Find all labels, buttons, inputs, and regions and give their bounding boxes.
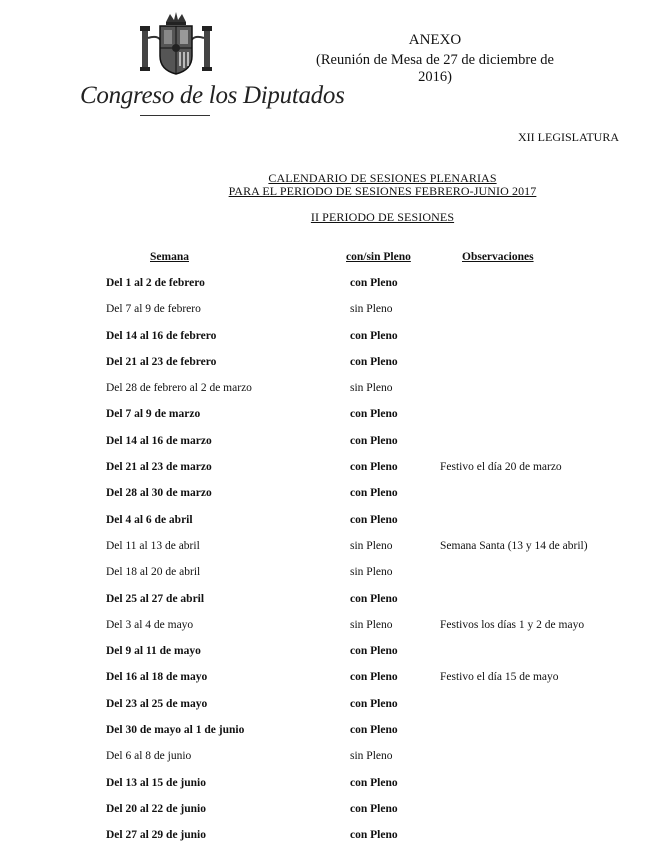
week-cell: Del 23 al 25 de mayo — [106, 697, 208, 710]
table-row — [0, 408, 669, 434]
pleno-cell: sin Pleno — [350, 750, 393, 763]
pleno-cell: con Pleno — [350, 434, 398, 447]
week-cell: Del 18 al 20 de abril — [106, 566, 201, 579]
week-cell: Del 11 al 13 de abril — [106, 539, 200, 552]
week-cell: Del 14 al 16 de febrero — [106, 329, 217, 342]
week-cell: Del 20 al 22 de junio — [106, 802, 206, 815]
legislature-label: XII LEGISLATURA — [518, 130, 619, 144]
table-row — [0, 777, 669, 803]
table-row — [0, 803, 669, 829]
table-row — [0, 645, 669, 671]
pleno-cell: con Pleno — [350, 513, 398, 526]
week-cell: Del 13 al 15 de junio — [106, 776, 206, 789]
week-cell: Del 28 de febrero al 2 de marzo — [106, 382, 252, 395]
pleno-cell: sin Pleno — [350, 539, 393, 552]
pleno-cell: sin Pleno — [350, 566, 393, 579]
week-cell: Del 7 al 9 de febrero — [106, 303, 201, 316]
week-cell: Del 1 al 2 de febrero — [106, 277, 205, 289]
table-row — [0, 277, 669, 303]
pleno-cell: con Pleno — [350, 408, 398, 421]
observation-cell: Festivo el día 20 de marzo — [440, 461, 562, 474]
pleno-cell: con Pleno — [350, 592, 398, 605]
observation-cell: Festivos los días 1 y 2 de mayo — [440, 618, 585, 631]
week-cell: Del 16 al 18 de mayo — [106, 671, 208, 684]
table-row — [0, 750, 669, 776]
sessions-table — [0, 277, 669, 856]
pleno-cell: con Pleno — [350, 724, 398, 737]
week-cell: Del 21 al 23 de febrero — [106, 355, 217, 368]
week-cell: Del 25 al 27 de abril — [106, 592, 205, 605]
table-row — [0, 671, 669, 697]
observation-cell: Semana Santa (13 y 14 de abril) — [440, 539, 588, 552]
table-row — [0, 540, 669, 566]
week-cell: Del 9 al 11 de mayo — [106, 645, 201, 658]
week-cell: Del 30 de mayo al 1 de junio — [106, 724, 245, 737]
institution-wordmark: Congreso de los Diputados — [80, 82, 345, 109]
table-row — [0, 487, 669, 513]
pleno-cell: sin Pleno — [350, 618, 393, 631]
pleno-cell: con Pleno — [350, 487, 398, 500]
week-cell: Del 7 al 9 de marzo — [106, 408, 201, 421]
pleno-cell: con Pleno — [350, 776, 398, 789]
pleno-cell: sin Pleno — [350, 303, 393, 316]
table-row — [0, 593, 669, 619]
pleno-cell: con Pleno — [350, 645, 398, 658]
table-row — [0, 619, 669, 645]
document-title-line1: CALENDARIO DE SESIONES PLENARIAS — [268, 171, 497, 185]
table-row — [0, 303, 669, 329]
table-row — [0, 435, 669, 461]
table-row — [0, 330, 669, 356]
pleno-cell: con Pleno — [350, 697, 398, 710]
table-row — [0, 724, 669, 750]
week-cell: Del 27 al 29 de junio — [106, 829, 206, 842]
table-row — [0, 698, 669, 724]
table-row — [0, 514, 669, 540]
annex-title: ANEXO — [408, 32, 462, 48]
pleno-cell: con Pleno — [350, 671, 398, 684]
week-cell: Del 6 al 8 de junio — [106, 750, 192, 763]
pleno-cell: con Pleno — [350, 829, 398, 842]
pleno-cell: con Pleno — [350, 802, 398, 815]
annex-subtitle: (Reunión de Mesa de 27 de diciembre de 2016) — [316, 52, 554, 85]
pleno-cell: con Pleno — [350, 277, 398, 289]
document-title-line2: PARA EL PERIODO DE SESIONES FEBRERO-JUNIO 2017 — [228, 184, 537, 198]
week-cell: Del 28 al 30 de marzo — [106, 487, 212, 500]
table-row — [0, 829, 669, 855]
pleno-cell: sin Pleno — [350, 382, 393, 395]
pleno-cell: con Pleno — [350, 329, 398, 342]
week-cell: Del 14 al 16 de marzo — [106, 434, 212, 447]
week-cell: Del 3 al 4 de mayo — [106, 618, 194, 631]
wordmark-divider — [140, 115, 210, 116]
week-cell: Del 21 al 23 de marzo — [106, 461, 212, 474]
period-heading: II PERIODO DE SESIONES — [310, 210, 455, 224]
table-row — [0, 566, 669, 592]
table-row — [0, 356, 669, 382]
pleno-cell: con Pleno — [350, 461, 398, 474]
column-header-observations: Observaciones — [462, 251, 534, 263]
pleno-cell: con Pleno — [350, 355, 398, 368]
column-header-week: Semana — [150, 251, 189, 263]
observation-cell: Festivo el día 15 de mayo — [440, 671, 559, 684]
column-header-pleno: con/sin Pleno — [346, 251, 411, 263]
table-row — [0, 382, 669, 408]
coat-of-arms-icon — [136, 8, 216, 80]
table-row — [0, 461, 669, 487]
week-cell: Del 4 al 6 de abril — [106, 513, 193, 526]
